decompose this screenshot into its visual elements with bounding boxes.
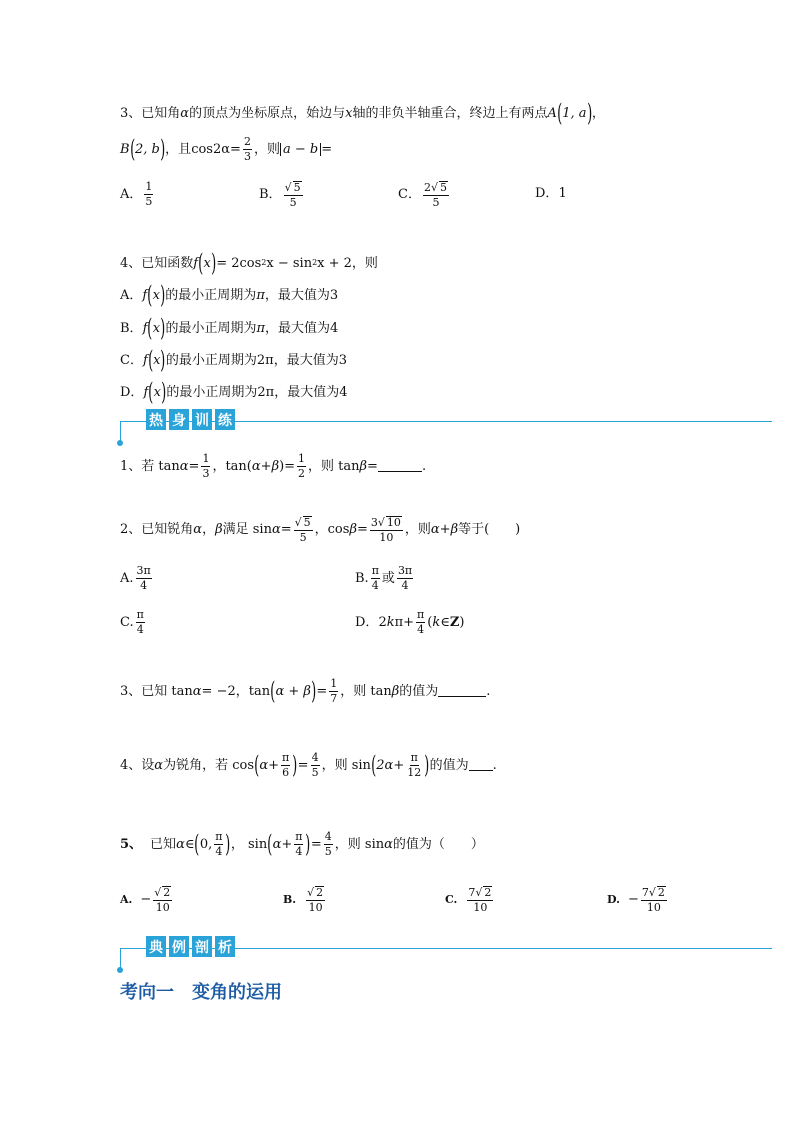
q3-option-d[interactable]: D． 1 (535, 186, 567, 201)
w2-option-c[interactable]: C. π 4 (120, 608, 144, 636)
q3-option-b[interactable]: B． √ 5 5 (259, 181, 301, 209)
answer-blank[interactable] (378, 461, 422, 472)
section-dot (117, 440, 123, 446)
q3-option-c[interactable]: C． 2√ 5 5 (398, 181, 447, 209)
q4-option-c[interactable]: C． f ( x ) 的最小正周期为 2π ，最大值为3 (120, 346, 347, 374)
answer-blank[interactable] (438, 686, 486, 697)
w5-option-c[interactable]: C. 7√ 2 10 (445, 886, 492, 914)
w3-stem: 3、 已知 tan α = −2， tan ( α + β ) = $\frac{1}{7}$ ，则 tan β 的值为 . (120, 677, 491, 706)
w5-option-b[interactable]: B. √ 2 10 (283, 886, 324, 914)
w4-stem: 4、 设 α 为锐角，若 cos ( α+ $\frac{\pi}{6}$ ) = $\frac{4}{5}$ ，则 sin ( 2α+ $\frac{\pi}{12}$ ) 的值为 . (120, 751, 497, 780)
section-title: 典 例 剖 析 (146, 936, 235, 957)
section-warmup (120, 412, 772, 443)
w2-option-d[interactable]: D． 2 k π+ $\frac{\pi}{4}$ ( k ∈ Z ) (355, 608, 465, 636)
q4-option-a[interactable]: A． f ( x ) 的最小正周期为 π ，最大值为3 (120, 281, 339, 309)
q3-stem-line1: 3、 已知角 α 的顶点为坐标原点，始边与 x 轴的非负半轴重合，终边上有两点 A ( 1, a ) ， (120, 99, 605, 127)
q4-option-d[interactable]: D． f ( x ) 的最小正周期为 2π ，最大值为4 (120, 378, 348, 406)
section-title: 热 身 训 练 (146, 409, 235, 430)
w5-option-d[interactable]: D. − $\frac{7√ 2}{10}$ (607, 886, 665, 914)
w2-option-b[interactable]: B. π 4 或 3π 4 (355, 564, 413, 592)
topic-heading: 考向一 变角的运用 (120, 982, 282, 1003)
w5-option-a[interactable]: A. − $\frac{√ 2}{10}$ (120, 886, 171, 914)
q3-stem-line2: B ( 2, b ) ，且 cos2α = $\frac{2}{3}$ ，则 a − b = (120, 135, 333, 164)
section-examples (120, 939, 772, 970)
q4-stem: 4、 已知函数 f ( x ) = 2cos 2 x − sin 2 x + 2，则 (120, 249, 378, 277)
q4-option-b[interactable]: B． f ( x ) 的最小正周期为 π ，最大值为4 (120, 314, 339, 342)
q3-option-a[interactable]: A． 1 5 (120, 180, 153, 208)
w1-stem: 1、 若 tan α = $\frac{1}{3}$ ，tan( α + β )= $\frac{1}{2}$ ，则 tan β = . (120, 452, 427, 480)
w2-stem: 2、 已知锐角 α ， β 满足 sin α = $\frac{√ 5}{5}$ ，cos β = $\frac{3√ 10}{10}$ ，则 α + β 等于( ) (120, 516, 521, 544)
w2-option-a[interactable]: A. 3π 4 (120, 564, 151, 592)
fraction: $\frac{2}{3}$ (243, 135, 251, 163)
answer-blank[interactable] (469, 760, 493, 771)
section-dot (117, 967, 123, 973)
w5-stem: 5、 已知 α ∈ ( 0, π 4 ) ， sin ( α+ $\frac{\pi}{4}$ ) = $\frac{4}{5}$ ，则 sin α 的值为（ ） (120, 830, 484, 859)
